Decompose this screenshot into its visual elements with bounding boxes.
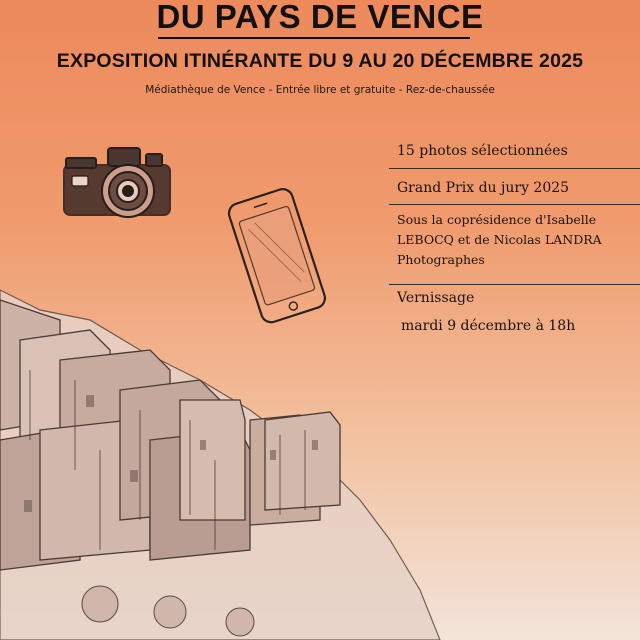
- copresidence-line: Sous la coprésidence d'Isabelle: [397, 212, 597, 227]
- copresidence: [397, 210, 637, 270]
- prize-label: Grand Prix du jury 2025: [397, 180, 570, 196]
- vernissage-date: mardi 9 décembre à 18h: [401, 318, 576, 334]
- photos-count: 15 photos sélectionnées: [397, 143, 568, 159]
- venue-info: Médiathèque de Vence - Entrée libre et gratuite - Rez-de-chaussée: [145, 84, 495, 96]
- copresidence-line: LEBOCQ et de Nicolas LANDRA: [397, 232, 602, 247]
- camera-icon: [64, 148, 170, 217]
- divider: [389, 168, 640, 169]
- poster-title: DU PAYS DE VENCE: [156, 0, 484, 35]
- smartphone-icon: [226, 187, 327, 325]
- divider: [389, 284, 640, 285]
- vernissage-label: Vernissage: [397, 290, 475, 306]
- copresidence-line: Photographes: [397, 252, 485, 267]
- divider: [389, 204, 640, 205]
- exhibition-dates: EXPOSITION ITINÉRANTE DU 9 AU 20 DÉCEMBRE 2025: [56, 50, 584, 72]
